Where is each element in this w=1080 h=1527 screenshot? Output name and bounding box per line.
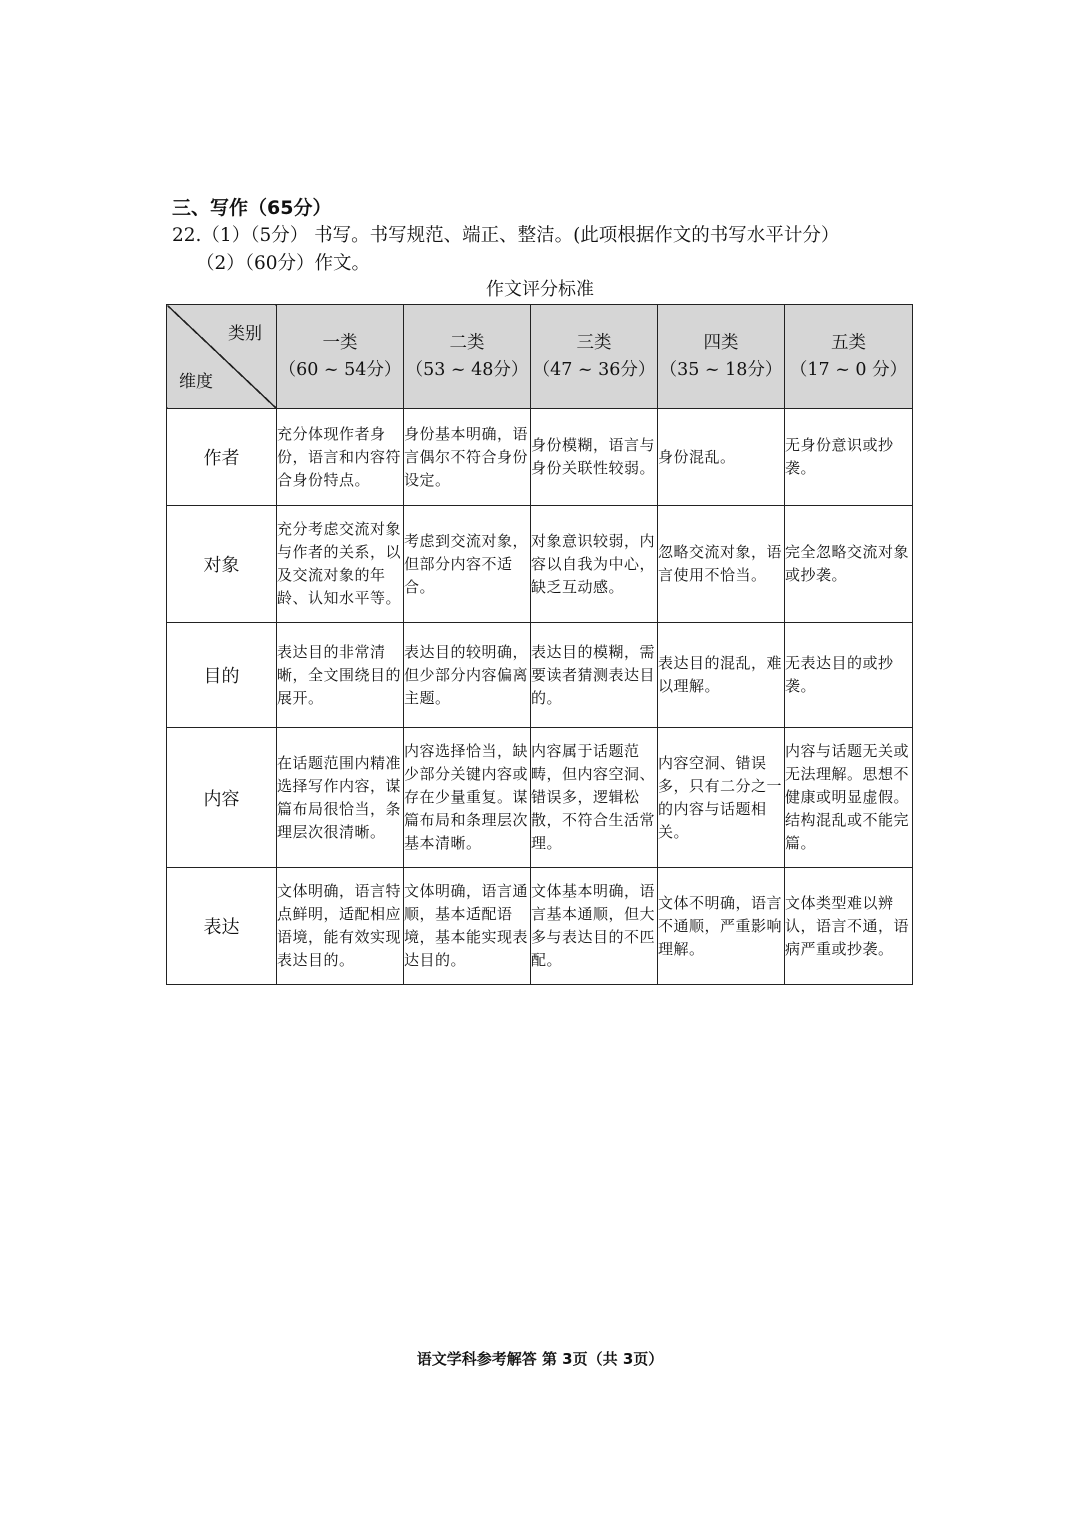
table-cell: 在话题范围内精准选择写作内容，谋篇布局很恰当，条理层次很清晰。 [277,728,404,868]
row-label: 表达 [167,868,277,985]
header-grade-1 [277,305,404,409]
table-cell: 无身份意识或抄袭。 [785,409,913,506]
table-cell: 对象意识较弱，内容以自我为中心，缺乏互动感。 [531,506,658,623]
grade-range: （35 ~ 18分） [659,359,783,380]
table-cell: 身份基本明确，语言偶尔不符合身份设定。 [404,409,531,506]
table-cell: 表达目的较明确，但少部分内容偏离主题。 [404,623,531,728]
row-label: 作者 [167,409,277,506]
table-cell: 内容选择恰当，缺少部分关键内容或存在少量重复。谋篇布局和条理层次基本清晰。 [404,728,531,868]
grade-range: （47 ~ 36分） [532,359,656,380]
table-row-content [167,728,913,868]
table-cell: 无表达目的或抄袭。 [785,623,913,728]
dimension-label: 维度 [179,372,213,392]
header-grade-3 [531,305,658,409]
table-cell: 表达目的模糊，需要读者猜测表达目的。 [531,623,658,728]
header-grade-2 [404,305,531,409]
header-row [167,305,913,409]
row-label: 对象 [167,506,277,623]
question-line-2: （2）（60分）作文。 [196,253,371,274]
table-cell: 内容与话题无关或无法理解。思想不健康或明显虚假。结构混乱或不能完篇。 [785,728,913,868]
table-cell: 表达目的混乱，难以理解。 [658,623,785,728]
header-grade-5 [785,305,913,409]
grade-range: （53 ~ 48分） [405,359,529,380]
grade-name: 三类 [576,332,612,353]
table-cell: 内容属于话题范畴，但内容空洞、错误多，逻辑松散，不符合生活常理。 [531,728,658,868]
table-row-purpose [167,623,913,728]
grade-name: 五类 [831,332,866,353]
table-row-audience [167,506,913,623]
table-cell: 考虑到交流对象，但部分内容不适合。 [404,506,531,623]
table-cell: 文体基本明确，语言基本通顺，但大多与表达目的不匹配。 [531,868,658,985]
grade-name: 四类 [703,332,739,353]
table-row-expression [167,868,913,985]
section-title: 三、写作（65分） [172,197,332,219]
header-grade-4 [658,305,785,409]
row-label: 目的 [167,623,277,728]
table-cell: 身份混乱。 [658,409,785,506]
table-cell: 文体不明确，语言不通顺，严重影响理解。 [658,868,785,985]
table-row-author [167,409,913,506]
table-cell: 身份模糊，语言与身份关联性较弱。 [531,409,658,506]
table-cell: 内容空洞、错误多，只有二分之一的内容与话题相关。 [658,728,785,868]
scoring-rubric-table [166,304,913,985]
table-cell: 文体类型难以辨认，语言不通，语病严重或抄袭。 [785,868,913,985]
corner-header [167,305,277,409]
question-line-1: 22.（1）（5分） 书写。书写规范、端正、整洁。(此项根据作文的书写水平计分） [172,225,840,246]
table-cell: 完全忽略交流对象或抄袭。 [785,506,913,623]
table-cell: 文体明确，语言特点鲜明，适配相应语境，能有效实现表达目的。 [277,868,404,985]
table-cell: 文体明确，语言通顺，基本适配语境，基本能实现表达目的。 [404,868,531,985]
row-label: 内容 [167,728,277,868]
grade-range: （17 ~ 0 分） [789,359,908,380]
table-cell: 表达目的非常清晰，全文围绕目的展开。 [277,623,404,728]
page-footer: 语文学科参考解答 第 3页（共 3页） [416,1350,664,1368]
table-caption: 作文评分标准 [486,279,594,300]
table-cell: 忽略交流对象，语言使用不恰当。 [658,506,785,623]
category-label: 类别 [228,324,262,344]
grade-range: （60 ~ 54分） [278,359,402,380]
grade-name: 二类 [449,332,485,353]
table-cell: 充分考虑交流对象与作者的关系，以及交流对象的年龄、认知水平等。 [277,506,404,623]
table-cell: 充分体现作者身份，语言和内容符合身份特点。 [277,409,404,506]
grade-name: 一类 [322,332,358,353]
